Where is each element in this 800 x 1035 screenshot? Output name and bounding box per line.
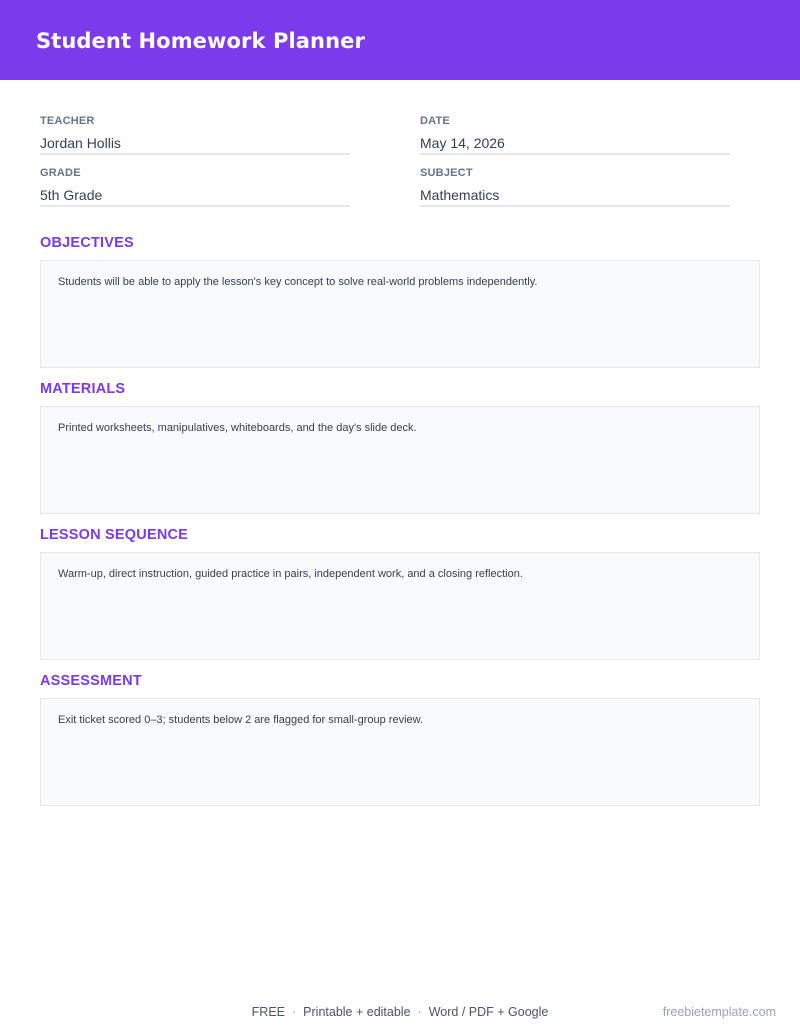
subject-label: SUBJECT bbox=[420, 167, 473, 179]
footer-separator: · bbox=[292, 1005, 297, 1019]
assessment-box bbox=[40, 698, 760, 806]
objectives-text: Students will be able to apply the lesson's key concept to solve real-world problems independently. bbox=[58, 276, 538, 288]
lesson-sequence-text: Warm-up, direct instruction, guided practice in pairs, independent work, and a closing reflection. bbox=[58, 568, 523, 580]
date-label: DATE bbox=[420, 115, 450, 127]
materials-box bbox=[40, 406, 760, 514]
grade-value: 5th Grade bbox=[40, 187, 103, 203]
page-header bbox=[0, 0, 800, 80]
teacher-label: TEACHER bbox=[40, 115, 95, 127]
materials-text: Printed worksheets, manipulatives, whiteboards, and the day's slide deck. bbox=[58, 422, 417, 434]
footer-item-printable: Printable + editable bbox=[303, 1005, 411, 1019]
footer-item-formats: Word / PDF + Google bbox=[428, 1005, 549, 1019]
page-title: Student Homework Planner bbox=[36, 29, 365, 53]
teacher-value: Jordan Hollis bbox=[40, 135, 121, 151]
materials-heading: MATERIALS bbox=[40, 381, 126, 397]
footer-separator: · bbox=[417, 1005, 422, 1019]
grade-field bbox=[40, 164, 350, 207]
assessment-text: Exit ticket scored 0–3; students below 2 are flagged for small-group review. bbox=[58, 714, 424, 726]
subject-value: Mathematics bbox=[420, 187, 500, 203]
date-value: May 14, 2026 bbox=[420, 135, 505, 151]
assessment-heading: ASSESSMENT bbox=[40, 673, 142, 689]
footer-brand: freebietemplate.com bbox=[662, 1005, 776, 1019]
subject-field bbox=[420, 164, 730, 207]
teacher-field bbox=[40, 112, 350, 155]
footer-item-free: FREE bbox=[251, 1005, 285, 1019]
objectives-box bbox=[40, 260, 760, 368]
date-field bbox=[420, 112, 730, 155]
lesson-sequence-heading: LESSON SEQUENCE bbox=[40, 527, 189, 543]
lesson-sequence-box bbox=[40, 552, 760, 660]
grade-label: GRADE bbox=[40, 167, 81, 179]
objectives-heading: OBJECTIVES bbox=[40, 235, 134, 251]
